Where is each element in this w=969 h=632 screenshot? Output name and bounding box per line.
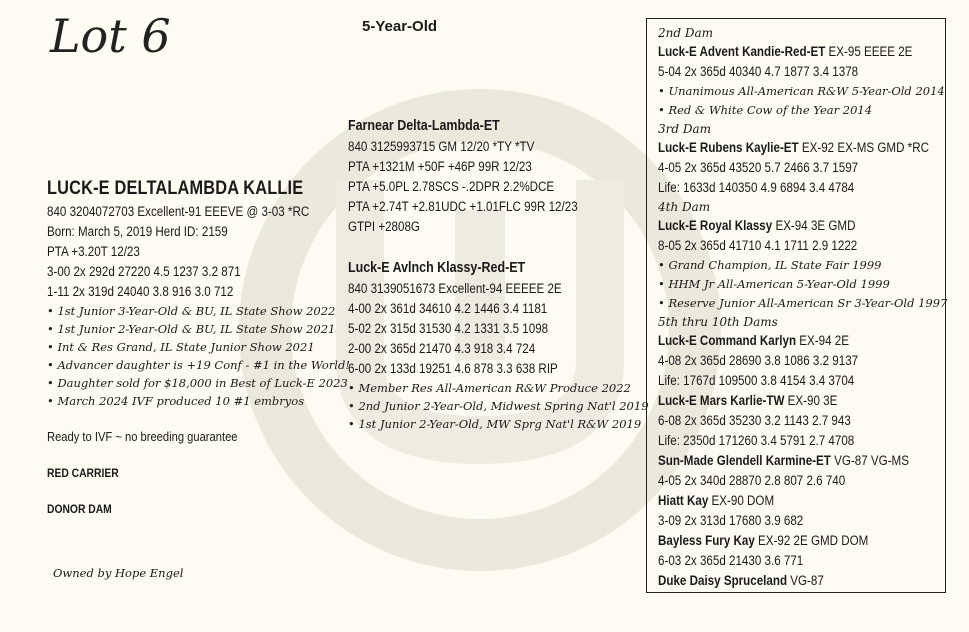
- ancestor-life: Life: 1767d 109500 3.8 4154 3.4 3704: [658, 373, 855, 388]
- main-record: 3-00 2x 292d 27220 4.5 1237 3.2 871: [47, 264, 241, 279]
- ancestor-note: • Unanimous All-American R&W 5-Year-Old 2014: [658, 82, 945, 101]
- main-note: • March 2024 IVF produced 10 #1 embryos: [47, 392, 347, 410]
- ancestor-life: Life: 1633d 140350 4.9 6894 3.4 4784: [658, 180, 855, 195]
- ancestor-record: 3-09 2x 313d 17680 3.9 682: [658, 513, 804, 528]
- main-record: 1-11 2x 319d 24040 3.8 916 3.0 712: [47, 284, 234, 299]
- ancestor-name-line: Luck-E Advent Kandie-Red-ET EX-95 EEEE 2E: [658, 44, 913, 59]
- sire-name: Farnear Delta-Lambda-ET: [348, 118, 500, 134]
- ancestor-record: 4-05 2x 340d 28870 2.8 807 2.6 740: [658, 473, 846, 488]
- main-born-line: Born: March 5, 2019 Herd ID: 2159: [47, 224, 228, 239]
- main-id-line: 840 3204072703 Excellent-91 EEEVE @ 3-03 *RC: [47, 204, 310, 219]
- pedigree-box: [646, 18, 946, 593]
- ancestor-note: • Grand Champion, IL State Fair 1999: [658, 256, 945, 275]
- ancestor-note: • Red & White Cow of the Year 2014: [658, 101, 945, 120]
- ancestor-note: • HHM Jr All-American 5-Year-Old 1999: [658, 275, 945, 294]
- ancestor-record: 5-04 2x 365d 40340 4.7 1877 3.4 1378: [658, 64, 859, 79]
- ancestor-life: Life: 2350d 171260 3.4 5791 2.7 4708: [658, 433, 855, 448]
- lot-title: Lot 6: [50, 9, 171, 63]
- dam-note: • 1st Junior 2-Year-Old, MW Sprg Nat'l R&W 2019: [348, 415, 648, 433]
- dam-name: Luck-E Avlnch Klassy-Red-ET: [348, 260, 526, 276]
- ivf-remark: Ready to IVF ~ no breeding guarantee: [47, 429, 238, 444]
- gen-heading: 3rd Dam: [658, 122, 712, 136]
- main-note: • 1st Junior 3-Year-Old & BU, IL State Show 2022: [47, 302, 347, 320]
- red-carrier-label: RED CARRIER: [47, 466, 119, 480]
- main-animal-block: [47, 176, 350, 410]
- ancestor-name-line: Luck-E Rubens Kaylie-ET EX-92 EX-MS GMD *RC: [658, 140, 929, 155]
- ancestor-record: 6-08 2x 365d 35230 3.2 1143 2.7 943: [658, 413, 851, 428]
- ancestor-name-line: Sun-Made Glendell Karmine-ET VG-87 VG-MS: [658, 453, 909, 468]
- main-animal-name: LUCK-E DELTALAMBDA KALLIE: [47, 178, 304, 199]
- dam-record: 4-00 2x 361d 34610 4.2 1446 3.4 1181: [348, 301, 548, 316]
- ancestor-record: 6-03 2x 365d 21430 3.6 771: [658, 553, 804, 568]
- ancestor-record: 4-08 2x 365d 28690 3.8 1086 3.2 9137: [658, 353, 859, 368]
- dam-note: • Member Res All-American R&W Produce 2022: [348, 379, 648, 397]
- dam-record: 5-02 2x 315d 31530 4.2 1331 3.5 1098: [348, 321, 549, 336]
- sire-block: [348, 116, 648, 237]
- main-note: • Int & Res Grand, IL State Junior Show 2021: [47, 338, 347, 356]
- sire-line: PTA +2.74T +2.81UDC +1.01FLC 99R 12/23: [348, 199, 578, 214]
- ancestor-name-line: Duke Daisy Spruceland VG-87: [658, 573, 824, 588]
- sire-line: PTA +5.0PL 2.78SCS -.2DPR 2.2%DCE: [348, 179, 555, 194]
- owner-line: Owned by Hope Engel: [53, 566, 184, 580]
- gen-heading: 2nd Dam: [658, 26, 714, 40]
- ancestor-name-line: Luck-E Royal Klassy EX-94 3E GMD: [658, 218, 856, 233]
- gen-heading: 5th thru 10th Dams: [658, 315, 778, 329]
- ancestor-record: 8-05 2x 365d 41710 4.1 1711 2.9 1222: [658, 238, 858, 253]
- dam-block: [348, 258, 648, 433]
- sire-line: 840 3125993715 GM 12/20 *TY *TV: [348, 139, 535, 154]
- ancestor-name-line: Hiatt Kay EX-90 DOM: [658, 493, 775, 508]
- main-note: • Daughter sold for $18,000 in Best of Luck-E 2023: [47, 374, 347, 392]
- gen-heading: 4th Dam: [658, 200, 711, 214]
- ancestor-name-line: Bayless Fury Kay EX-92 2E GMD DOM: [658, 533, 869, 548]
- dam-record: 6-00 2x 133d 19251 4.6 878 3.3 638 RIP: [348, 361, 558, 376]
- main-pta-line: PTA +3.20T 12/23: [47, 244, 140, 259]
- remarks-block: [47, 428, 269, 518]
- dam-id-line: 840 3139051673 Excellent-94 EEEEE 2E: [348, 281, 562, 296]
- main-note: • 1st Junior 2-Year-Old & BU, IL State Show 2021: [47, 320, 347, 338]
- ancestor-record: 4-05 2x 365d 43520 5.7 2466 3.7 1597: [658, 160, 859, 175]
- ancestor-note: • Reserve Junior All-American Sr 3-Year-Old 1997: [658, 294, 945, 313]
- sire-line: GTPI +2808G: [348, 219, 420, 234]
- ancestor-name-line: Luck-E Mars Karlie-TW EX-90 3E: [658, 393, 838, 408]
- sire-line: PTA +1321M +50F +46P 99R 12/23: [348, 159, 532, 174]
- dam-record: 2-00 2x 365d 21470 4.3 918 3.4 724: [348, 341, 536, 356]
- age-label: 5-Year-Old: [362, 18, 438, 35]
- donor-dam-label: DONOR DAM: [47, 502, 112, 516]
- main-note: • Advancer daughter is +19 Conf - #1 in the World!: [47, 356, 347, 374]
- dam-note: • 2nd Junior 2-Year-Old, Midwest Spring Nat'l 2019: [348, 397, 648, 415]
- ancestor-name-line: Luck-E Command Karlyn EX-94 2E: [658, 333, 849, 348]
